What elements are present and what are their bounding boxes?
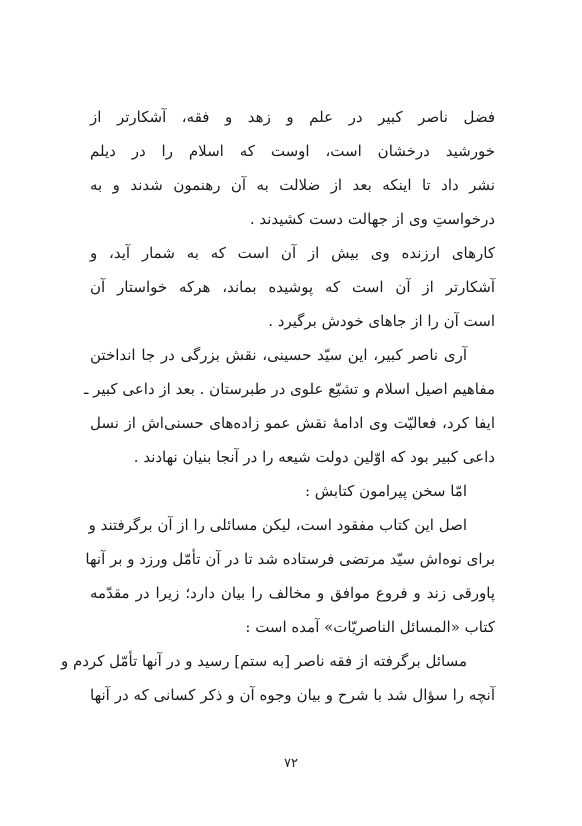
section-heading-line: امّا سخن پيرامون كتابش : — [304, 482, 467, 500]
paragraph-line: براى نوه‌اش سيّد مرتضى فرستاده شد تا در آن تأمّل ورزد و بر آنها — [85, 550, 495, 568]
quote-line: مسائل برگرفته از فقه ناصر [به ستم] رسيد و در آنها تأمّل كردم و — [60, 652, 467, 670]
verse-line: كارهاى ارزنده وى بيش از آن است كه به شمار آيد، و — [90, 244, 495, 262]
paragraph-line: آرى ناصر كبير، اين سيّد حسينى، نقش بزرگى در جا انداختن — [90, 346, 467, 364]
quote-line: آنچه را سؤال شد با شرح و بيان وجوه آن و ذكر كسانى كه در آنها — [90, 686, 495, 704]
paragraph-line: داعى كبير بود كه اوّلين دولت شيعه را در آنجا بنيان نهادند . — [133, 448, 495, 466]
verse-line: فضل ناصر كبير در علم و زهد و فقه، آشكارتر از — [90, 108, 495, 126]
page-number: ٧٢ — [284, 756, 298, 771]
verse-line: درخواستِ وى از جهالت دست كشيدند . — [249, 210, 495, 228]
body-text-block — [60, 338, 495, 712]
paragraph-line: كتاب «المسائل الناصريّات» آمده است : — [245, 618, 495, 636]
verse-line: آشكارتر از آن است كه پوشيده بماند، هركه خواستار آن — [90, 278, 495, 296]
verse-line: است آن را از جاهاى خودش برگيرد . — [268, 312, 495, 330]
paragraph-line: ايفا كرد، فعاليّت وى ادامۀ نقش عمو زاده‌هاى حسنى‌اش از نسل — [90, 414, 495, 432]
paragraph-line: پاورقى زند و فروع موافق و مخالف را بيان دارد؛ زيرا در مقدّمه — [90, 584, 495, 602]
verse-line: نشر داد تا اينكه بعد از ضلالت به آن رهنمون شدند و به — [90, 176, 495, 194]
paragraph-line: مفاهيم اصيل اسلام و تشيّع علوى در طبرستان . بعد از داعى كبير ـ — [83, 380, 495, 398]
verse-block — [90, 100, 495, 338]
paragraph-line: اصل اين كتاب مفقود است، ليكن مسائلى را از آن برگرفتند و — [88, 516, 467, 534]
verse-line: خورشيد درخشان است، اوست كه اسلام را در ديلم — [90, 142, 495, 160]
